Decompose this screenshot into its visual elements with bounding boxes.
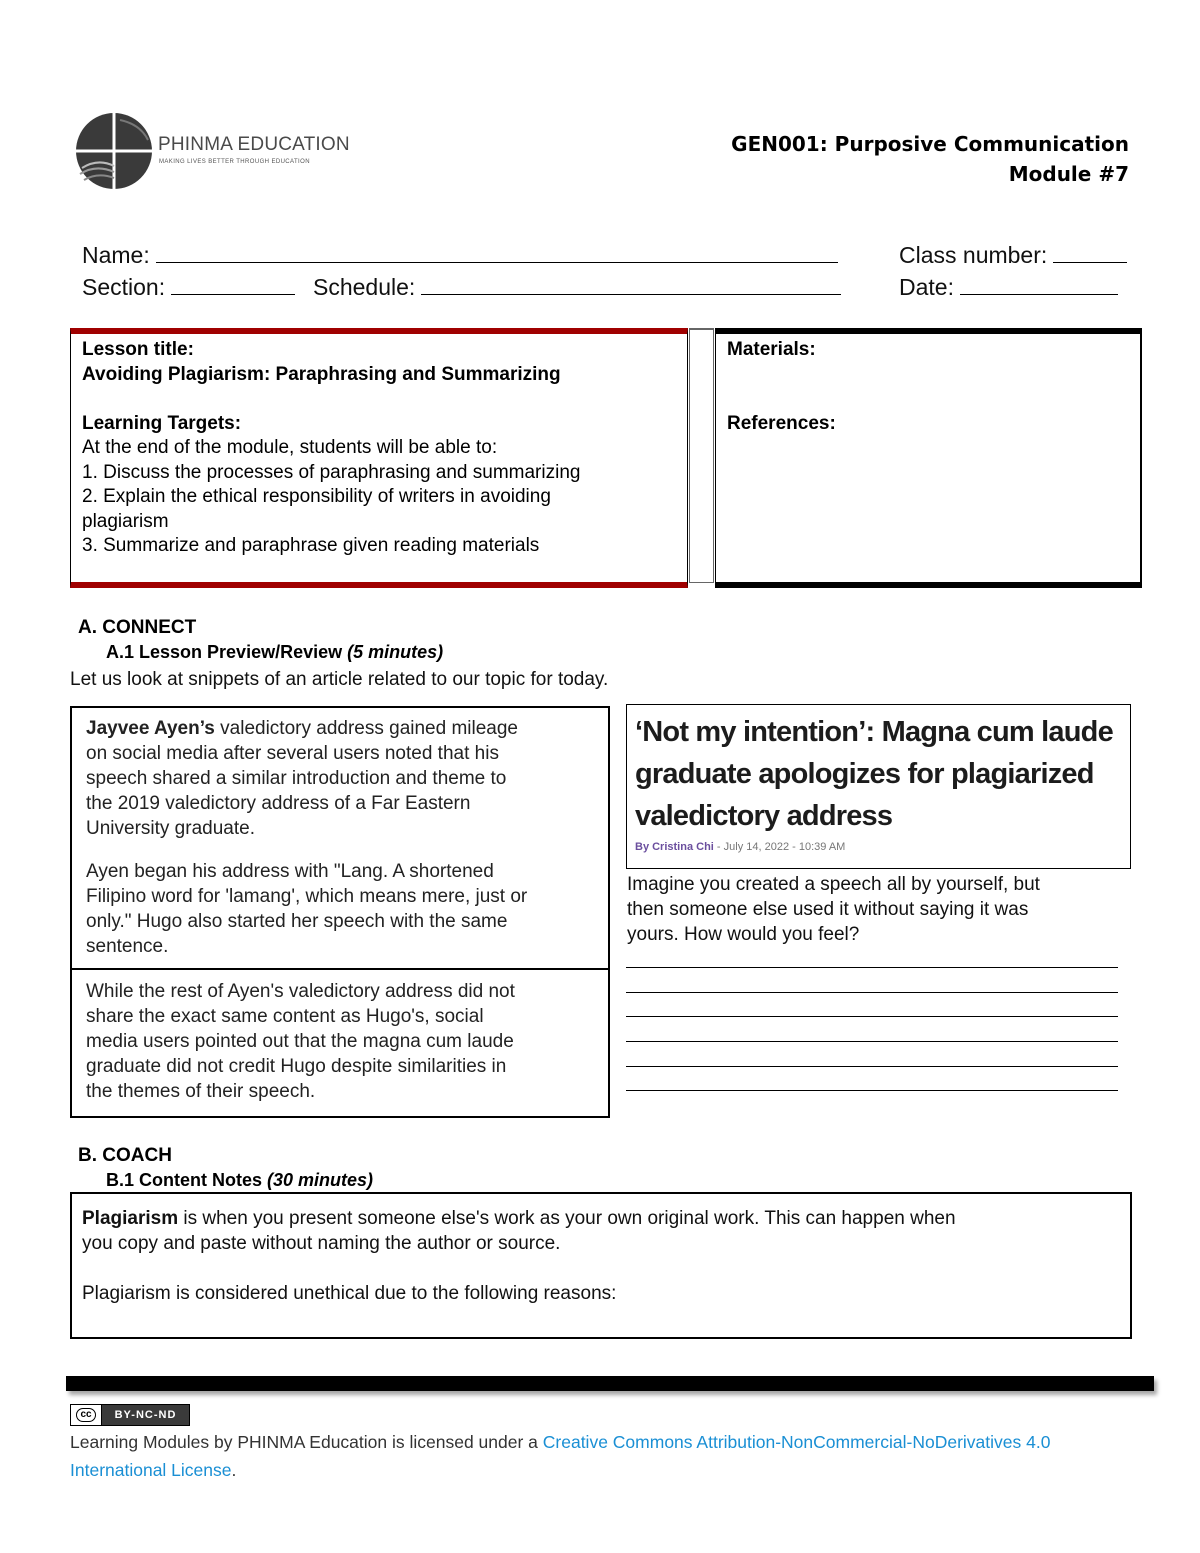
- article-line: University graduate.: [86, 818, 255, 839]
- question-line: Imagine you created a speech all by yourself, but: [627, 874, 1040, 895]
- phinma-emblem-icon: [74, 110, 154, 192]
- headline-line: ‘Not my intention’: Magna cum laude: [635, 716, 1113, 748]
- definition-line: you copy and paste without naming the author or source.: [82, 1233, 561, 1254]
- article-line: only." Hugo also started her speech with the same: [86, 911, 508, 932]
- connect-subheading: [106, 642, 443, 663]
- course-title: GEN001: Purposive Communication: [731, 132, 1129, 156]
- answer-line[interactable]: [626, 1041, 1118, 1042]
- section-field[interactable]: [82, 274, 295, 301]
- brand-name: PHINMA EDUCATION: [158, 134, 350, 155]
- section-label: Section:: [82, 274, 166, 300]
- footer-bar: [66, 1376, 1154, 1391]
- question-line: then someone else used it without saying it was: [627, 899, 1029, 920]
- definition-line: is when you present someone else's work as your own original work. This can happen when: [178, 1208, 956, 1229]
- connect-heading: A. CONNECT: [78, 617, 197, 638]
- answer-line[interactable]: [626, 992, 1118, 993]
- learning-targets-label: Learning Targets:: [82, 412, 242, 434]
- article-paragraph-1: [86, 716, 518, 841]
- byline-author: By Cristina Chi: [635, 841, 714, 853]
- answer-line[interactable]: [626, 1016, 1118, 1017]
- name-label: Name:: [82, 242, 150, 268]
- article-snippet-box-2: [70, 968, 610, 1118]
- article-line: graduate did not credit Hugo despite similarities in: [86, 1056, 507, 1077]
- class-number-blank[interactable]: [1053, 244, 1127, 263]
- article-line: valedictory address gained mileage: [214, 718, 518, 739]
- article-snippet-box: [70, 706, 610, 970]
- class-number-field[interactable]: [899, 242, 1127, 269]
- headline-line: graduate apologizes for plagiarized: [635, 758, 1094, 790]
- learning-target: 1. Discuss the processes of paraphrasing and summarizing: [82, 461, 581, 483]
- article-line: sentence.: [86, 936, 169, 957]
- learning-targets-intro: At the end of the module, students will be able to:: [82, 437, 498, 458]
- content-notes-box: [70, 1192, 1132, 1339]
- article-paragraph-3: [86, 979, 515, 1104]
- license-text: [70, 1428, 1050, 1484]
- learning-target: 2. Explain the ethical responsibility of writers in avoiding: [82, 486, 551, 507]
- learning-target: 3. Summarize and paraphrase given reading materials: [82, 535, 540, 556]
- byline-date: - July 14, 2022 - 10:39 AM: [716, 841, 846, 853]
- lesson-box: [70, 328, 688, 588]
- article-line: Ayen began his address with "Lang. A shortened: [86, 861, 494, 882]
- lesson-title-label: Lesson title:: [82, 339, 194, 360]
- coach-subheading-time: (30 minutes): [267, 1170, 374, 1190]
- materials-label: Materials:: [727, 339, 816, 360]
- brand-tagline: MAKING LIVES BETTER THROUGH EDUCATION: [159, 159, 310, 165]
- headline-line: valedictory address: [635, 800, 893, 832]
- news-byline: [635, 841, 845, 853]
- license-link[interactable]: Creative Commons Attribution-NonCommercial-NoDerivatives 4.0: [542, 1432, 1051, 1452]
- article-line: media users pointed out that the magna cum laude: [86, 1031, 514, 1052]
- cc-terms: BY-NC-ND: [102, 1405, 189, 1425]
- references-label: References:: [727, 413, 836, 434]
- news-headline-image: [626, 704, 1131, 869]
- name-field[interactable]: [82, 242, 838, 269]
- name-blank[interactable]: [156, 244, 838, 263]
- connect-subheading-time: (5 minutes): [347, 642, 444, 662]
- cc-icon-label: cc: [76, 1408, 95, 1422]
- schedule-field[interactable]: [313, 274, 841, 301]
- coach-subheading-label: B.1 Content Notes: [106, 1170, 263, 1190]
- license-link-continued[interactable]: International License: [70, 1460, 232, 1480]
- schedule-blank[interactable]: [421, 276, 841, 295]
- date-label: Date:: [899, 274, 954, 300]
- module-number: Module #7: [1008, 162, 1129, 186]
- plagiarism-term: Plagiarism: [82, 1208, 179, 1229]
- reasons-line: Plagiarism is considered unethical due to the following reasons:: [82, 1283, 617, 1304]
- section-blank[interactable]: [171, 276, 295, 295]
- article-name: Jayvee Ayen’s: [86, 718, 215, 739]
- article-line: the 2019 valedictory address of a Far Eastern: [86, 793, 471, 814]
- phinma-logo: [74, 110, 350, 192]
- materials-box: [715, 328, 1142, 588]
- license-suffix: .: [231, 1460, 237, 1480]
- article-line: share the exact same content as Hugo's, social: [86, 1006, 484, 1027]
- article-line: on social media after several users noted that his: [86, 743, 499, 764]
- license-prefix: Learning Modules by PHINMA Education is licensed under a: [70, 1432, 543, 1452]
- divider-column: [689, 328, 714, 583]
- news-headline: [635, 711, 1113, 837]
- article-line: Filipino word for 'lamang', which means mere, just or: [86, 886, 528, 907]
- schedule-label: Schedule:: [313, 274, 416, 300]
- learning-target: plagiarism: [82, 510, 169, 532]
- lesson-title: Avoiding Plagiarism: Paraphrasing and Summarizing: [82, 363, 561, 385]
- reflection-question: [627, 872, 1040, 947]
- cc-license-badge[interactable]: [70, 1404, 190, 1426]
- article-line: the themes of their speech.: [86, 1081, 316, 1102]
- date-blank[interactable]: [960, 276, 1118, 295]
- article-line: While the rest of Ayen's valedictory address did not: [86, 981, 515, 1002]
- content-notes-text: [82, 1206, 956, 1306]
- coach-heading: B. COACH: [78, 1145, 172, 1166]
- answer-line[interactable]: [626, 1066, 1118, 1067]
- article-line: speech shared a similar introduction and theme to: [86, 768, 507, 789]
- answer-line[interactable]: [626, 967, 1118, 968]
- question-line: yours. How would you feel?: [627, 924, 860, 945]
- cc-icon: [71, 1405, 102, 1425]
- connect-instruction: Let us look at snippets of an article related to our topic for today.: [70, 669, 609, 690]
- answer-line[interactable]: [626, 1090, 1118, 1091]
- class-number-label: Class number:: [899, 242, 1048, 268]
- coach-subheading: [106, 1170, 373, 1191]
- article-paragraph-2: [86, 859, 527, 959]
- date-field[interactable]: [899, 274, 1118, 301]
- connect-subheading-label: A.1 Lesson Preview/Review: [106, 642, 343, 662]
